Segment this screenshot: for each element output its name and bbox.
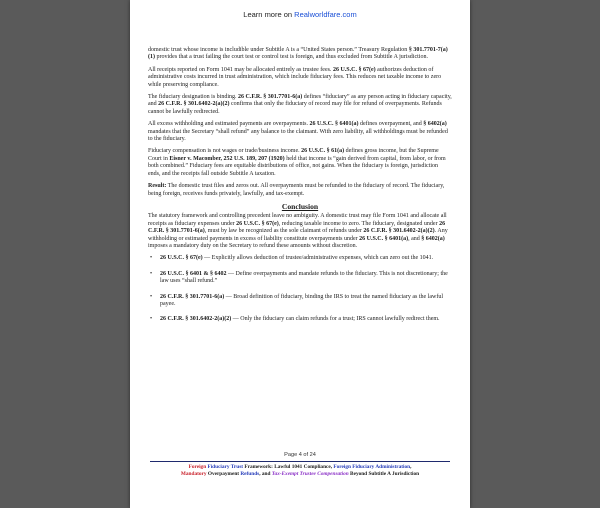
banner-link[interactable]: Realworldfare.com <box>294 10 357 19</box>
paragraph-receipts: All receipts reported on Form 1041 may be allocated entirely as trustee fees. 26 U.S.C. § 67(e) authorizes deduction of administrative costs incurred in trust administration, which include fiduciary fees. This reduces net taxable income to zero while preserving compliance. <box>148 66 442 88</box>
list-item: • 26 C.F.R. § 301.6402-2(a)(2) — Only the fiduciary can claim refunds for a trust; IRS cannot lawfully redirect them. <box>150 316 440 323</box>
bullet-icon: • <box>150 316 153 323</box>
authority-list <box>148 255 452 323</box>
paragraph-result: Result: The domestic trust files and zeros out. All overpayments must be refunded to the fiduciary of record. The fiduciary, being foreign, receives funds privately, lawfully, and tax-exempt. <box>148 183 445 197</box>
bullet-icon: • <box>150 293 153 300</box>
bullet-icon: • <box>150 255 153 262</box>
paragraph-trust-person: domestic trust whose income is includible under Subtitle A is a “United States person.” Treasury Regulation § 301.7701-7(a)(1) provides that a trust failing the court test or control test is foreign, and thus excluded from Subtitle A jurisdiction. <box>148 47 448 61</box>
bullet-icon: • <box>150 270 153 277</box>
document-body <box>148 47 452 332</box>
paragraph-fiduciary-designation: The fiduciary designation is binding. 26 C.F.R. § 301.7701-6(a) defines “fiduciary” as any person acting in fiduciary capacity, and 26 C.F.R. § 301.6402-2(a)(2) confirms that only the fiduciary of record may file for refund of overpayments. Refunds cannot be lawfully redirected. <box>148 94 452 115</box>
page-number: Page 4 of 24 <box>284 452 316 458</box>
document-page <box>130 0 470 508</box>
paragraph-conclusion: The statutory framework and controlling precedent leave no ambiguity. A domestic trust may file Form 1041 and allocate all receipts as fiduciary expenses under 26 U.S.C. § 67(e), reducing taxable income to zero. The fiduciary, designated under 26 C.F.R. § 301.7701-6(a), must by law be recognized as the sole claimant of refunds under 26 C.F.R. § 301.6402-2(a)(2). Any withholding or estimated payments in excess of liability constitute overpayments under 26 U.S.C. § 6401(a), and § 6402(a) imposes a mandatory duty on the Secretary to refund these amounts without discretion. <box>148 213 448 249</box>
paragraph-overpayments: All excess withholding and estimated payments are overpayments. 26 U.S.C. § 6401(a) defines overpayment, and § 6402(a) mandates that the Secretary “shall refund” any balance to the claimant. With zero liability, all withholdings must be refunded to the fiduciary. <box>148 121 448 143</box>
list-item: • 26 U.S.C. § 67(e) — Explicitly allows deduction of trustee/administrative expenses, which can zero out the 1041. <box>150 255 434 262</box>
banner <box>130 10 470 19</box>
conclusion-heading: Conclusion <box>281 201 319 211</box>
banner-text: Learn more on <box>243 10 295 19</box>
footer-title: Foreign Fiduciary Trust Framework: Lawful 1041 Compliance, Foreign Fiduciary Administration, Mandatory Overpayment Refunds, and Tax-Exempt Trustee Compensation Beyond Subtitle A Jurisdiction <box>180 464 420 477</box>
footer-divider <box>150 461 450 462</box>
page-footer <box>130 452 470 477</box>
list-item: • 26 C.F.R. § 301.7701-6(a) — Broad definition of fiduciary, binding the IRS to treat the named fiduciary as the lawful payee. <box>150 293 443 307</box>
list-item: • 26 U.S.C. § 6401 & § 6402 — Define overpayments and mandate refunds to the fiduciary. This is not discretionary; the law uses “shall refund.” <box>150 270 448 285</box>
paragraph-compensation: Fiduciary compensation is not wages or trade/business income. 26 U.S.C. § 61(a) defines gross income, but the Supreme Court in Eisner v. Macomber, 252 U.S. 189, 207 (1920) held that income is “gain derived from capital, from labor, or from both combined.” Fiduciary fees are equitable distributions of office, not gains. When the fiduciary is foreign, jurisdiction ends, and the receipts fall outside Subtitle A taxation. <box>148 148 446 177</box>
